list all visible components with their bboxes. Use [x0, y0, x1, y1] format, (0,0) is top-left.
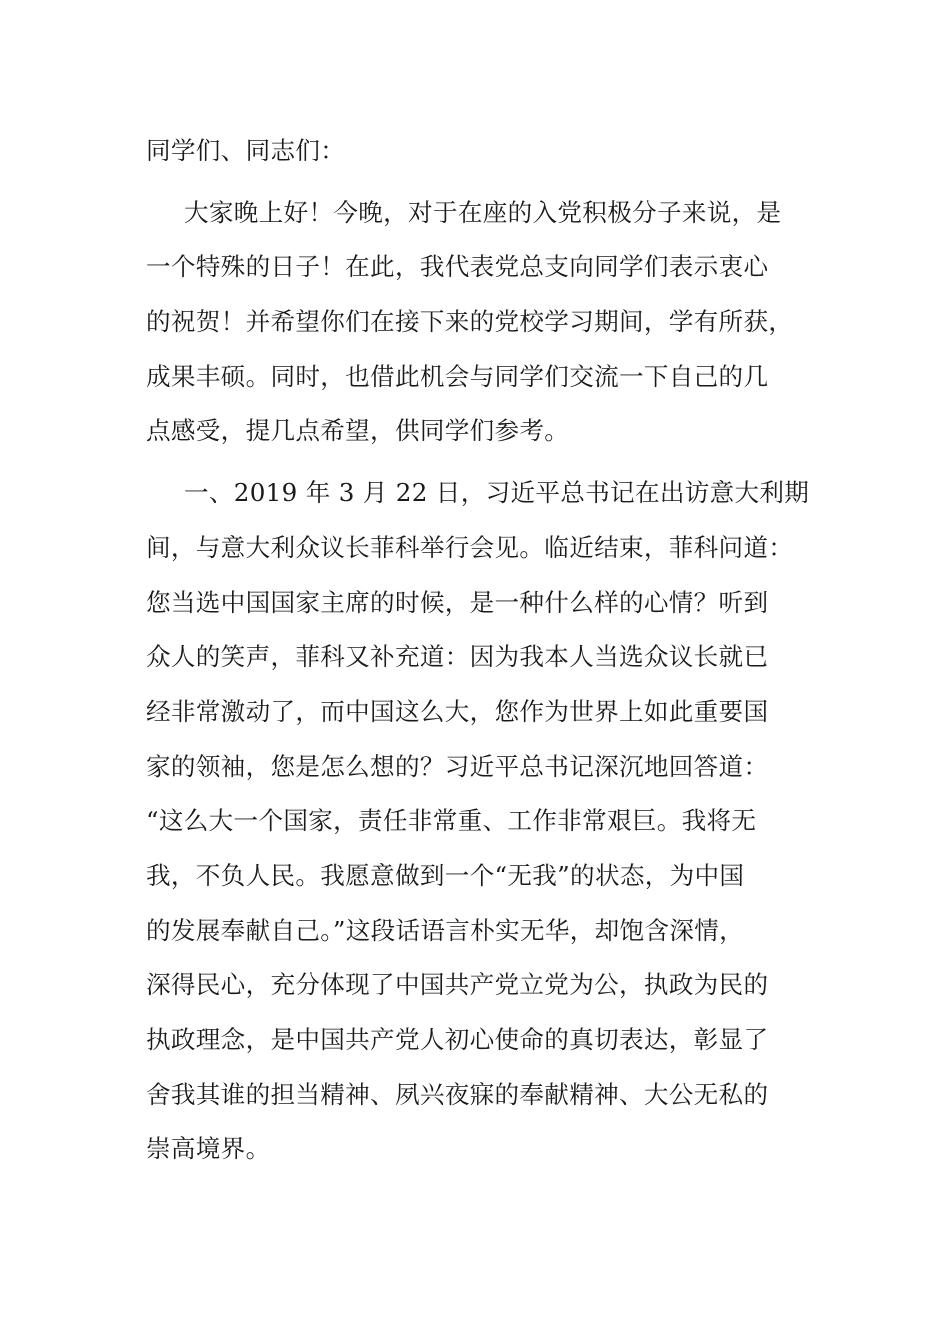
paragraph-2-line: 家的领袖，您是怎么想的？习近平总书记深沉地回答道：: [146, 751, 769, 781]
paragraph-1-line: 成果丰硕。同时，也借此机会与同学们交流一下自己的几: [146, 361, 769, 391]
paragraph-2: [146, 466, 810, 1177]
paragraph-gap: [146, 459, 806, 466]
paragraph-2-line: 我，不负人民。我愿意做到一个“无我”的状态，为中国: [146, 860, 745, 890]
paragraph-2-line: 间，与意大利众议长菲科举行会见。临近结束，菲科问道：: [146, 532, 794, 562]
paragraph-1-line: 大家晚上好！今晚，对于在座的入党积极分子来说，是: [184, 197, 782, 227]
paragraph-2-line: 执政理念，是中国共产党人初心使命的真切表达，彰显了: [146, 1025, 769, 1054]
paragraph-2-line: 一、2019 年 3 月 22 日，习近平总书记在出访意大利期: [184, 478, 810, 508]
paragraph-2-line: 您当选中国国家主席的时候，是一种什么样的心情？听到: [146, 587, 769, 617]
paragraph-2-line: 众人的笑声，菲科又补充道：因为我本人当选众议长就已: [146, 642, 769, 672]
paragraph-2-line: 崇高境界。: [146, 1134, 271, 1164]
paragraph-1: [146, 186, 806, 459]
paragraph-2-line: “这么大一个国家，责任非常重、工作非常艰巨。我将无: [146, 806, 757, 836]
paragraph-1-line: 一个特殊的日子！在此，我代表党总支向同学们表示衷心: [146, 252, 769, 282]
paragraph-1-line: 的祝贺！并希望你们在接下来的党校学习期间，学有所获，: [146, 307, 794, 337]
document-body: [146, 124, 810, 1177]
paragraph-2-line: 舍我其谁的担当精神、夙兴夜寐的奉献精神、大公无私的: [146, 1079, 769, 1109]
paragraph-gap: [146, 179, 806, 186]
paragraph-1-line: 点感受，提几点希望，供同学们参考。: [146, 416, 570, 446]
paragraph-2-line: 的发展奉献自己。”这段话语言朴实无华，却饱含深情，: [146, 915, 745, 945]
paragraph-2-line: 深得民心，充分体现了中国共产党立党为公，执政为民的: [146, 970, 769, 1000]
paragraph-2-line: 经非常激动了，而中国这么大，您作为世界上如此重要国: [146, 696, 769, 726]
salutation: 同学们、同志们：: [146, 136, 346, 165]
